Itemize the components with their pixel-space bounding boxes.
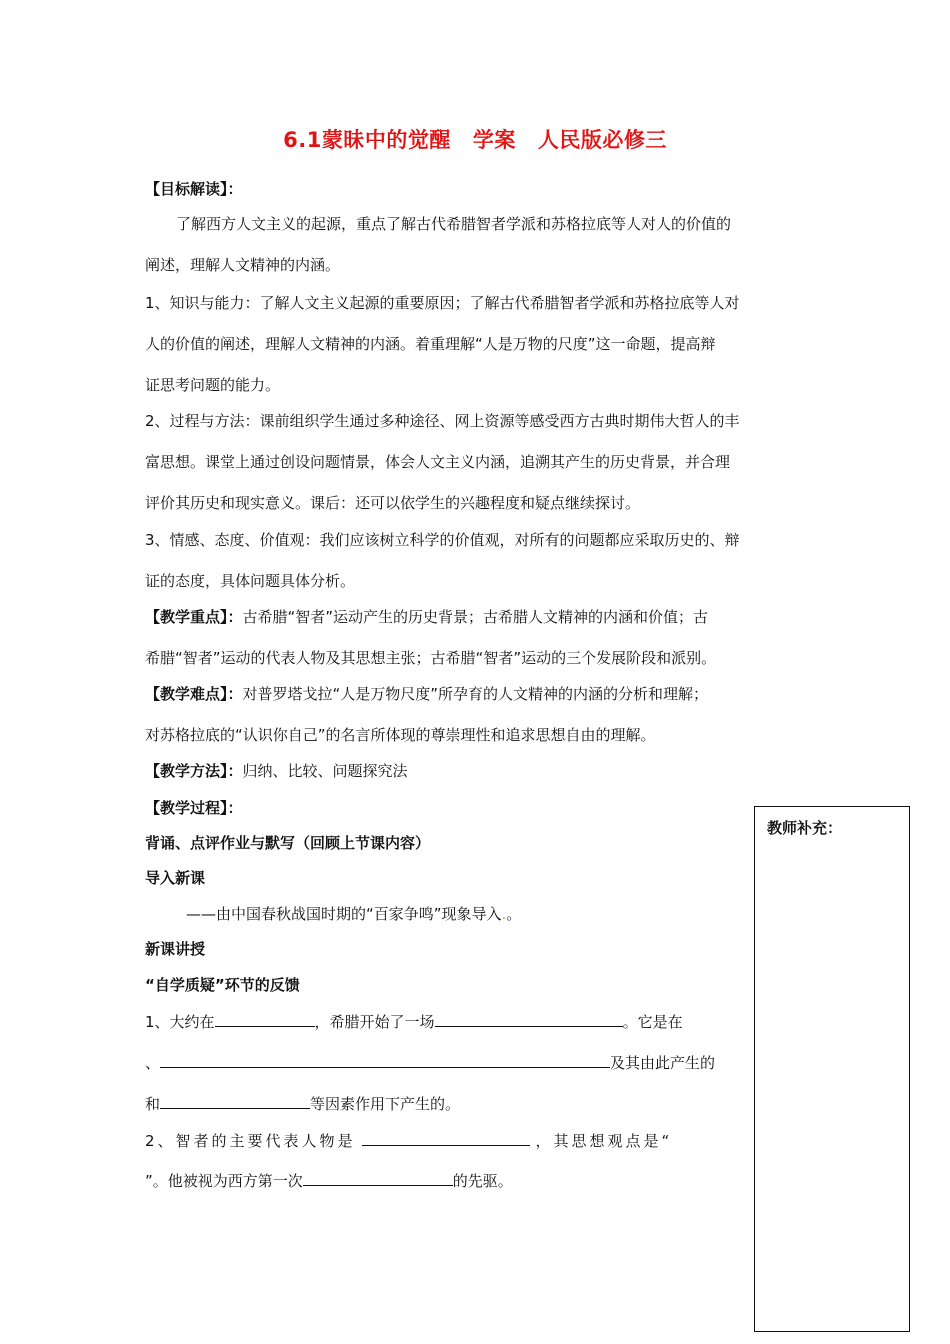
title-part-2: 学案 [472, 128, 516, 152]
q2-blank-2[interactable] [303, 1171, 453, 1186]
difficulties-text-1: 对普罗塔戈拉“人是万物尺度”所孕育的人文精神的内涵的分析和理解； [242, 685, 709, 703]
objective-2-line-1: 2、过程与方法：课前组织学生通过多种途径、网上资源等感受西方古典时期伟大哲人的丰 [145, 412, 740, 430]
question-1-line-1 [145, 1011, 740, 1032]
q1-text-c: 。它是在 [622, 1013, 683, 1031]
key-points-text-1: 古希腊“智者”运动产生的历史背景；古希腊人文精神的内涵和价值；古 [242, 608, 709, 626]
feedback-heading: “自学质疑”环节的反馈 [145, 976, 300, 994]
objective-1-line-3: 证思考问题的能力。 [145, 376, 281, 394]
question-1-line-2 [145, 1052, 740, 1073]
title-part-1: 6.1蒙昧中的觉醒 [283, 128, 451, 152]
objective-3-line-1: 3、情感、态度、价值观：我们应该树立科学的价值观，对所有的问题都应采取历史的、辩 [145, 531, 740, 549]
recite-heading: 背诵、点评作业与默写（回顾上节课内容） [145, 834, 431, 852]
new-lesson-heading: 新课讲授 [145, 940, 206, 958]
objectives-intro-line-2: 阐述，理解人文精神的内涵。 [145, 256, 341, 274]
q1-blank-2[interactable] [435, 1012, 623, 1027]
intro-text: ——由中国春秋战国时期的“百家争鸣”现象导入 [186, 905, 502, 923]
q2-blank-1[interactable] [362, 1131, 530, 1146]
intro-dot: . [501, 905, 507, 923]
objective-3-line-2: 证的态度，具体问题具体分析。 [145, 572, 356, 590]
q1-text-e: 及其由此产生的 [610, 1054, 716, 1072]
objectives-intro-line-1: 了解西方人文主义的起源，重点了解古代希腊智者学派和苏格拉底等人对人的价值的 [176, 215, 732, 233]
q2-text-b: ，其思想观点是“ [535, 1132, 673, 1150]
intro-text-line [186, 903, 746, 924]
q1-blank-1[interactable] [215, 1012, 315, 1027]
difficulties-line-2: 对苏格拉底的“认识你自己”的名言所体现的尊崇理性和追求思想自由的理解。 [145, 726, 656, 744]
objective-1-line-2: 人的价值的阐述，理解人文精神的内涵。着重理解“人是万物的尺度”这一命题，提高辩 [145, 335, 716, 353]
intro-end: 。 [506, 905, 522, 923]
methods-line [145, 760, 807, 781]
intro-heading: 导入新课 [145, 869, 206, 887]
methods-heading: 【教学方法】： [145, 762, 243, 780]
q1-text-f: 和 [145, 1095, 161, 1113]
process-heading: 【教学过程】： [145, 799, 243, 817]
q1-text-a: 1、大约在 [145, 1013, 215, 1031]
methods-text: 归纳、比较、问题探究法 [242, 762, 408, 780]
teacher-supplement-box [754, 806, 910, 1332]
difficulties-line-1 [145, 683, 807, 704]
key-points-line-2: 希腊“智者”运动的代表人物及其思想主张；古希腊“智者”运动的三个发展阶段和派别。 [145, 649, 717, 667]
objectives-heading: 【目标解读】： [145, 180, 243, 198]
key-points-line-1 [145, 606, 807, 627]
q2-text-d: 的先驱。 [452, 1172, 513, 1190]
page-title [0, 124, 950, 154]
title-part-3: 人民版必修三 [537, 128, 667, 152]
q1-blank-3[interactable] [160, 1053, 610, 1068]
key-points-heading: 【教学重点】： [145, 608, 243, 626]
q1-text-g: 等因素作用下产生的。 [310, 1095, 461, 1113]
objective-2-line-3: 评价其历史和现实意义。课后：还可以依学生的兴趣程度和疑点继续探讨。 [145, 494, 641, 512]
difficulties-heading: 【教学难点】： [145, 685, 243, 703]
q2-text-c: ”。他被视为西方第一次 [145, 1172, 303, 1190]
q1-text-b: ，希腊开始了一场 [314, 1013, 435, 1031]
objective-2-line-2: 富思想。课堂上通过创设问题情景，体会人文主义内涵，追溯其产生的历史背景，并合理 [145, 453, 731, 471]
question-2-line-1 [145, 1130, 740, 1151]
q2-text-a: 2、智者的主要代表人物是 [145, 1132, 356, 1150]
objective-1-line-1: 1、知识与能力：了解人文主义起源的重要原因；了解古代希腊智者学派和苏格拉底等人对 [145, 294, 740, 312]
q1-blank-4[interactable] [160, 1094, 310, 1109]
teacher-supplement-label: 教师补充： [767, 819, 843, 837]
question-2-line-2 [145, 1170, 740, 1191]
q1-text-d: 、 [145, 1054, 161, 1072]
question-1-line-3 [145, 1093, 740, 1114]
